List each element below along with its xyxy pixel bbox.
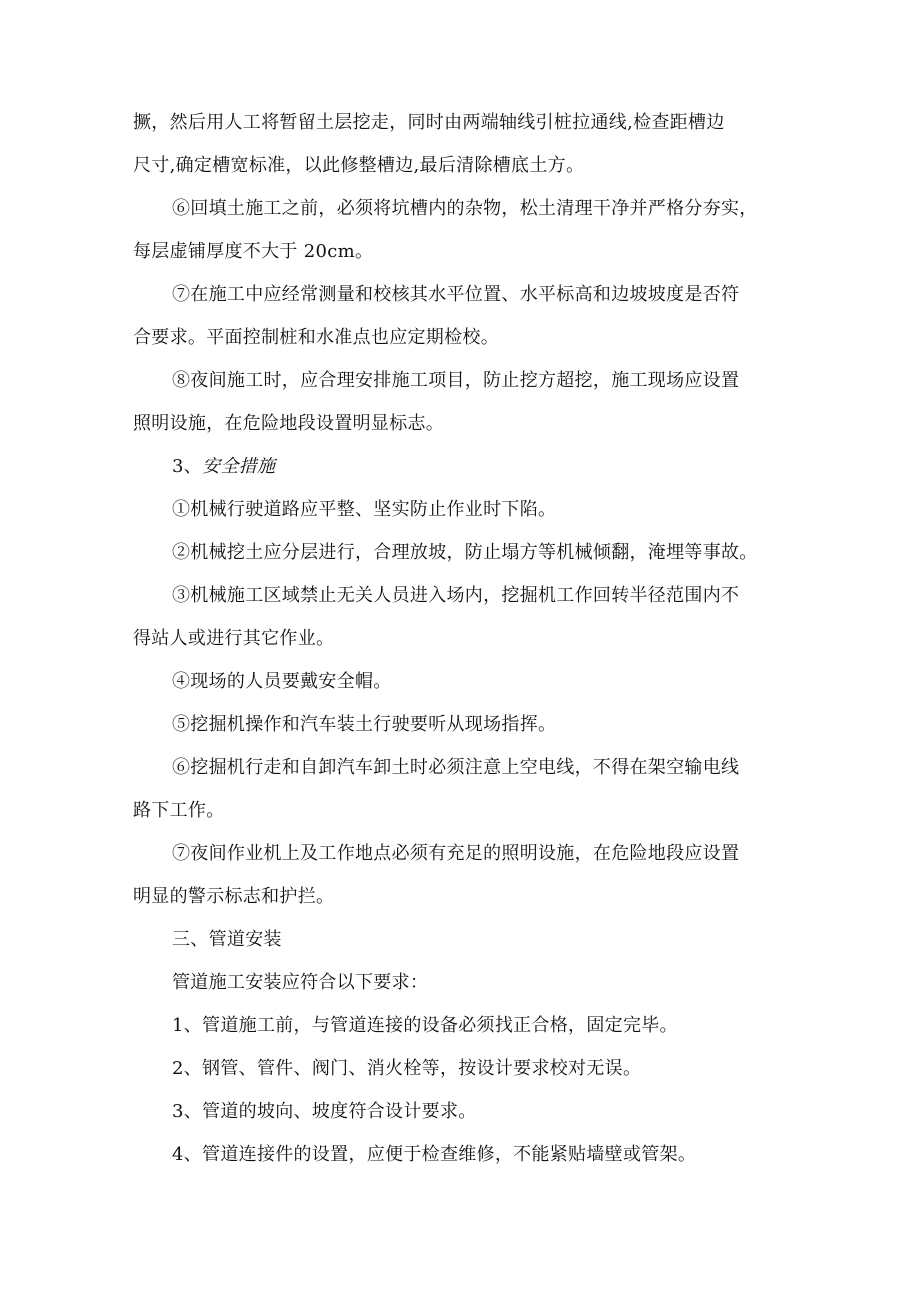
paragraph-line: 4、管道连接件的设置，应便于检查维修，不能紧贴墙壁或管架。 (172, 1144, 697, 1165)
paragraph-line: 撅，然后用人工将暂留土层挖走，同时由两端轴线引桩拉通线,检查距槽边 (133, 112, 725, 133)
paragraph-line: ⑧夜间施工时，应合理安排施工项目，防止挖方超挖，施工现场应设置 (172, 370, 740, 391)
paragraph-line: ②机械挖土应分层进行，合理放坡，防止塌方等机械倾翻，淹埋等事故。 (172, 542, 758, 563)
paragraph-line: ④现场的人员要戴安全帽。 (172, 671, 392, 692)
paragraph-line: ③机械施工区域禁止无关人员进入场内，挖掘机工作回转半径范围内不 (172, 585, 740, 606)
paragraph-line: ⑦在施工中应经常测量和校核其水平位置、水平标高和边坡坡度是否符 (172, 284, 740, 305)
paragraph-line: 路下工作。 (133, 800, 225, 821)
paragraph-line: ①机械行驶道路应平整、坚实防止作业时下陷。 (172, 499, 557, 520)
paragraph-line: 管道施工安装应符合以下要求： (172, 972, 429, 993)
paragraph-line: 合要求。平面控制桩和水准点也应定期检校。 (133, 327, 499, 348)
paragraph-line: ⑥回填土施工之前，必须将坑槽内的杂物，松土清理干净并严格分夯实， (172, 198, 758, 219)
paragraph-line: ⑦夜间作业机上及工作地点必须有充足的照明设施，在危险地段应设置 (172, 843, 740, 864)
section-title: 安全措施 (202, 456, 276, 477)
paragraph-line: ⑥挖掘机行走和自卸汽车卸土时必须注意上空电线，不得在架空输电线 (172, 757, 740, 778)
paragraph-line: 明显的警示标志和护拦。 (133, 886, 335, 907)
paragraph-line: 每层虚铺厚度不大于 20cm。 (133, 241, 374, 262)
paragraph-line: 尺寸,确定槽宽标准，以此修整槽边,最后清除槽底土方。 (133, 155, 585, 176)
paragraph-line: 得站人或进行其它作业。 (133, 628, 335, 649)
paragraph-line: 照明设施，在危险地段设置明显标志。 (133, 413, 445, 434)
section-heading (172, 455, 275, 479)
paragraph-line: 1、管道施工前，与管道连接的设备必须找正合格，固定完毕。 (172, 1015, 678, 1036)
section-heading: 三、管道安装 (172, 929, 282, 950)
paragraph-line: 2、钢管、管件、阀门、消火栓等，按设计要求校对无误。 (172, 1058, 642, 1079)
paragraph-line: ⑤挖掘机操作和汽车装土行驶要听从现场指挥。 (172, 714, 557, 735)
section-number: 3、 (172, 456, 203, 477)
paragraph-line: 3、管道的坡向、坡度符合设计要求。 (172, 1101, 477, 1122)
